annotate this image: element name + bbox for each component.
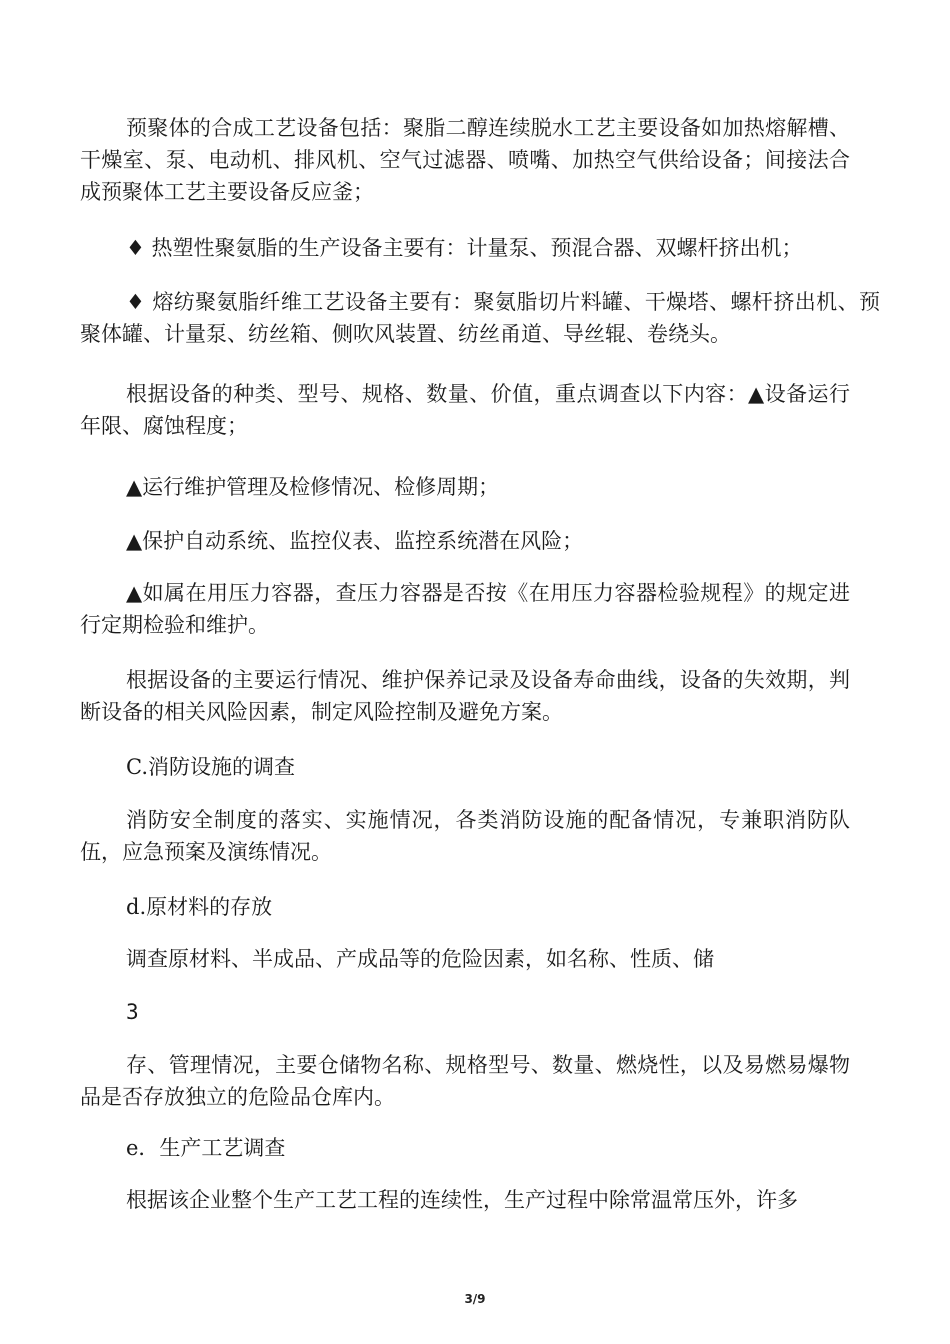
section-heading-fire-facilities: C.消防设施的调查 [126, 755, 295, 779]
paragraph-melt-spinning-equipment: ♦ 熔纺聚氨脂纤维工艺设备主要有：聚氨脂切片料罐、干燥塔、螺杆挤出机、预聚体罐、计量泵、纺丝箱、侧吹风装置、纺丝甬道、导丝辊、卷绕头。 [80, 290, 880, 346]
paragraph-raw-materials-start: 调查原材料、半成品、产成品等的危险因素，如名称、性质、储 [126, 947, 714, 971]
paragraph-pressure-vessel: ▲如属在用压力容器，查压力容器是否按《在用压力容器检验规程》的规定进行定期检验和维护。 [80, 581, 850, 637]
paragraph-production-continuity: 根据该企业整个生产工艺工程的连续性，生产过程中除常温常压外，许多 [126, 1188, 798, 1212]
paragraph-prepolymer-equipment: 预聚体的合成工艺设备包括：聚脂二醇连续脱水工艺主要设备如加热熔解槽、干燥室、泵、电动机、排风机、空气过滤器、喷嘴、加热空气供给设备；间接法合成预聚体工艺主要设备反应釜； [80, 116, 850, 204]
paragraph-tpu-equipment: ♦ 热塑性聚氨脂的生产设备主要有：计量泵、预混合器、双螺杆挤出机； [126, 236, 803, 260]
paragraph-protection-system: ▲保护自动系统、监控仪表、监控系统潜在风险； [126, 529, 584, 553]
page-number-footer: 3/9 [464, 1292, 486, 1306]
section-heading-raw-materials: d.原材料的存放 [126, 895, 273, 919]
paragraph-equipment-investigation: 根据设备的种类、型号、规格、数量、价值，重点调查以下内容：▲设备运行年限、腐蚀程度； [80, 382, 850, 438]
paragraph-risk-factors: 根据设备的主要运行情况、维护保养记录及设备寿命曲线，设备的失效期，判断设备的相关风险因素，制定风险控制及避免方案。 [80, 668, 850, 724]
paragraph-storage: 存、管理情况，主要仓储物名称、规格型号、数量、燃烧性，以及易燃易爆物品是否存放独立的危险品仓库内。 [80, 1053, 850, 1109]
section-heading-production-process: e．生产工艺调查 [126, 1136, 286, 1160]
inline-page-number: 3 [126, 1000, 139, 1024]
paragraph-maintenance: ▲运行维护管理及检修情况、检修周期； [126, 475, 500, 499]
paragraph-fire-safety: 消防安全制度的落实、实施情况，各类消防设施的配备情况，专兼职消防队伍，应急预案及演练情况。 [80, 808, 850, 864]
